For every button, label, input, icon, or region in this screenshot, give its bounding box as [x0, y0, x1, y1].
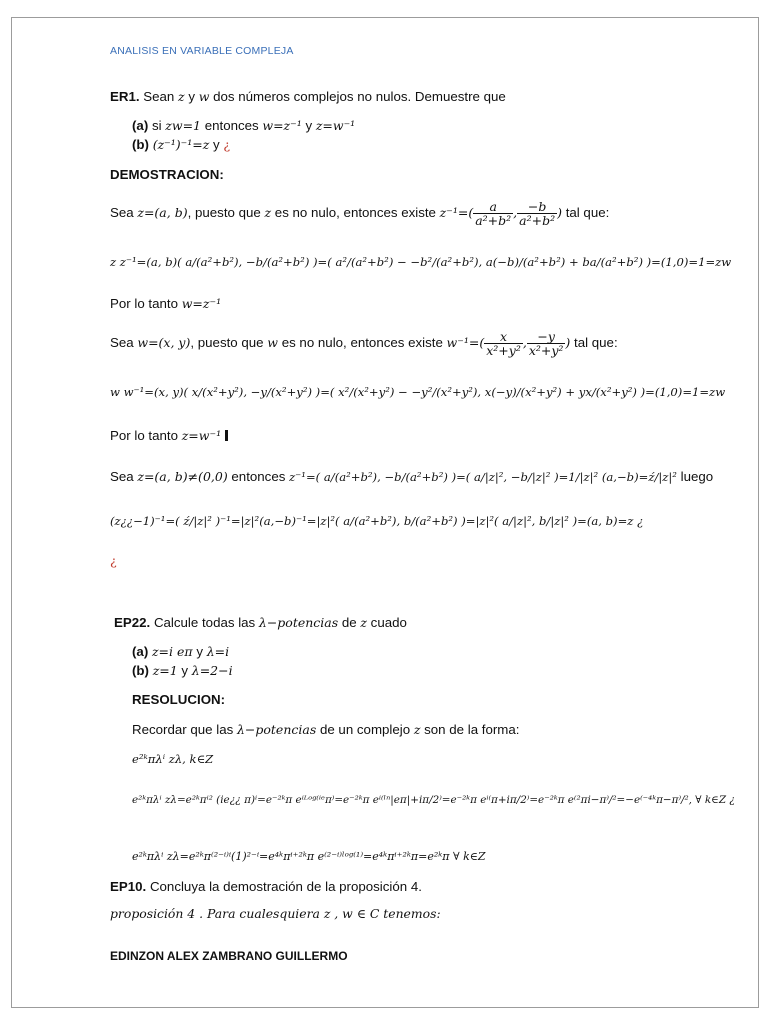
ep22-recordar-b: de un complejo — [319, 722, 411, 737]
demo-sea1-close: ) — [557, 205, 562, 220]
er1-item-a-eq2: w=z⁻¹ — [262, 118, 302, 133]
ep22-text-b: de — [341, 615, 357, 630]
er1-item-b-y: y — [213, 137, 220, 152]
demo-sea3-formula: z⁻¹=( a/(a²+b²), −b/(a²+b²) )=( a/|z|², −b/|z|² )=1/|z|² (a,−b)=ź/|z|² — [289, 470, 677, 484]
er1-statement — [110, 88, 506, 106]
demo-sea2-frac2: $\frac{-y}{\text{x²+y²}}$ — [528, 328, 564, 358]
ep22-recordar-a: Recordar que las — [132, 722, 234, 737]
author-name — [110, 947, 348, 965]
demo-sea3 — [110, 468, 713, 486]
ep22-item-a — [132, 643, 229, 661]
demo-sea2: Sea w=(x, y), puesto que w es no nulo, entonces existe w⁻¹=( $\frac{x}{\text{x²+y²}}$ , $\frac{-y}{\text{x²+y²}}$ ) tal que: — [110, 328, 618, 358]
demo-sea1-frac2: $\frac{-b}{\text{a²+b²}}$ — [519, 198, 556, 228]
ep22-var-z: z — [360, 615, 367, 630]
demo-conclusion1 — [110, 295, 221, 313]
demo-conclusion2-eq: z=w⁻¹ — [181, 428, 222, 443]
demo-sea2-var: w — [267, 335, 278, 350]
demo-sea1-a: Sea — [110, 205, 134, 220]
demo-glyph: ¿ — [110, 553, 117, 568]
ep22-lambda-potencias: λ−potencias — [258, 615, 339, 630]
ep22-item-a-eq1: z=i eπ — [151, 644, 193, 659]
ep22-recordar-c: son de la forma: — [424, 722, 520, 737]
demo-sea1-talque: tal que: — [565, 205, 610, 220]
er1-text-b: y — [188, 89, 195, 104]
demo-sea3-luego: luego — [680, 469, 714, 484]
ep22-resolucion-text: RESOLUCION: — [132, 692, 226, 707]
demo-sea1-frac1: $\frac{a}{\text{a²+b²}}$ — [475, 198, 512, 228]
demo-sea3-a: Sea — [110, 469, 134, 484]
document-header: ANALISIS EN VARIABLE COMPLEJA — [110, 45, 294, 57]
er1-item-a-eq3: z=w⁻¹ — [315, 118, 356, 133]
demo-sea2-talque: tal que: — [574, 335, 618, 350]
er1-text-c: dos números complejos no nulos. Demuestre que — [213, 89, 506, 104]
ep22-item-b — [132, 662, 233, 680]
er1-item-a — [132, 117, 355, 135]
er1-item-a-entonces: entonces — [204, 118, 259, 133]
author-name-text: EDINZON ALEX ZAMBRANO GUILLERMO — [110, 949, 348, 963]
demo-conclusion1-text: Por lo tanto — [110, 296, 179, 311]
er1-glyph: ¿ — [223, 137, 231, 152]
demo-sea1-var: z — [264, 205, 272, 220]
ep22-label: EP22. — [114, 615, 151, 630]
ep22-resolucion-title — [132, 691, 225, 709]
demo-sea2-frac1: $\frac{x}{\text{x²+y²}}$ — [486, 328, 521, 358]
ep22-forma: e²ᵏπλⁱ zλ, k∈Z — [132, 752, 214, 766]
demo-sea1-inv: z⁻¹=( — [439, 205, 474, 220]
ep22-item-a-label: (a) — [132, 644, 149, 659]
demo-sea1-c: es no nulo, entonces existe — [274, 205, 436, 220]
ep22-item-b-eq1: z=1 — [152, 663, 178, 678]
ep22-item-b-label: (b) — [132, 663, 149, 678]
demo-conclusion2-text: Por lo tanto — [110, 428, 179, 443]
er1-label: ER1. — [110, 89, 140, 104]
er1-item-b — [132, 136, 230, 154]
demo-glyph-line — [110, 552, 117, 570]
ep10-text: Concluya la demostración de la proposición 4. — [149, 879, 422, 894]
ep22-text-a: Calcule todas las — [153, 615, 256, 630]
ep22-item-b-y: y — [181, 663, 189, 678]
demo-sea2-a: Sea — [110, 335, 134, 350]
ep22-recordar — [132, 721, 519, 739]
er1-var-w: w — [198, 89, 210, 104]
ep22-item-a-eq2: λ=i — [206, 644, 230, 659]
demo-title-text: DEMOSTRACION: — [110, 167, 224, 182]
demo-eq2: w w⁻¹=(x, y)( x/(x²+y²), −y/(x²+y²) )=( x²/(x²+y²) − −y²/(x²+y²), x(−y)/(x²+y²) + yx/(x²+y²) )=(1,0)=1=zw — [110, 385, 726, 399]
demo-title — [110, 166, 224, 184]
er1-text-a: Sean — [143, 89, 175, 104]
ep22-eq-a: e²ᵏπλⁱ zλ=e²ᵏπⁱ² (ie¿¿ π)ⁱ=e⁻²ᵏπ eⁱᴸᵒᵍ⁽ⁱᵉπ⁾=e⁻²ᵏπ eⁱ⁽ˡⁿ|eπ|+iπ/2⁾=e⁻²ᵏπ eⁱ⁽π+iπ/2⁾=e⁻²ᵏπ e⁽²πi−π⁾/²=−e⁽⁻⁴ᵏπ−π⁾/², ∀ k∈Z ¿ — [132, 794, 735, 806]
demo-sea2-eq: w=(x, y) — [137, 335, 191, 350]
demo-sea3-eq: z=(a, b)≠(0,0) — [137, 469, 228, 484]
demo-conclusion1-eq: w=z⁻¹ — [181, 296, 222, 311]
ep22-item-a-y: y — [196, 644, 203, 659]
text-cursor — [225, 430, 228, 441]
er1-item-a-y: y — [305, 118, 313, 133]
ep22-statement — [114, 614, 407, 632]
ep10-label: EP10. — [110, 879, 147, 894]
er1-var-z: z — [178, 89, 185, 104]
demo-sea2-c: es no nulo, entonces existe — [281, 335, 443, 350]
demo-sea1-b: , puesto que — [187, 205, 261, 220]
demo-sea2-close: ) — [565, 335, 571, 350]
demo-sea1: Sea z=(a, b), puesto que z es no nulo, entonces existe z⁻¹=( $\frac{a}{\text{a²+b²}}$ , $\frac{-b}{\text{a²+b²}}$ ) tal que: — [110, 198, 610, 228]
er1-item-b-label: (b) — [132, 137, 149, 152]
er1-item-a-si: si — [151, 118, 162, 133]
demo-eq1: z z⁻¹=(a, b)( a/(a²+b²), −b/(a²+b²) )=( a²/(a²+b²) − −b²/(a²+b²), a(−b)/(a²+b²) + ba/(a²+b²) )=(1,0)=1=zw — [110, 255, 732, 269]
ep22-eq-b: e²ᵏπλⁱ zλ=e²ᵏπ⁽²⁻ⁱ⁾ⁱ(1)²⁻ⁱ=e⁴ᵏπⁱ⁺²ᵏπ e⁽²⁻ⁱ⁾ˡᵒᵍ⁽¹⁾=e⁴ᵏπⁱ⁺²ᵏπ=e²ᵏπ ∀ k∈Z — [132, 850, 486, 863]
ep10-proposition: proposición 4 . Para cualesquiera z , w ∈ C tenemos: — [110, 906, 441, 921]
ep22-recordar-lambda: λ−potencias — [236, 722, 317, 737]
demo-sea1-eq: z=(a, b) — [137, 205, 188, 220]
demo-conclusion2 — [110, 427, 228, 445]
demo-sea2-b: , puesto que — [190, 335, 264, 350]
er1-item-a-label: (a) — [132, 118, 149, 133]
ep10-statement — [110, 878, 422, 896]
er1-item-a-eq1: zw=1 — [165, 118, 201, 133]
ep22-item-b-eq2: λ=2−i — [191, 663, 233, 678]
demo-eq3: (z¿¿−1)⁻¹=( ź/|z|² )⁻¹=|z|²(a,−b)⁻¹=|z|²( a/(a²+b²), b/(a²+b²) )=|z|²( a/|z|², b/|z|² )=(a, b)=z ¿ — [110, 514, 644, 528]
er1-item-b-eq: (z⁻¹)⁻¹=z — [152, 137, 210, 152]
demo-sea2-inv: w⁻¹=( — [446, 335, 485, 350]
demo-sea3-entonces: entonces — [231, 469, 286, 484]
ep22-text-c: cuado — [370, 615, 407, 630]
ep22-recordar-z: z — [413, 722, 421, 737]
